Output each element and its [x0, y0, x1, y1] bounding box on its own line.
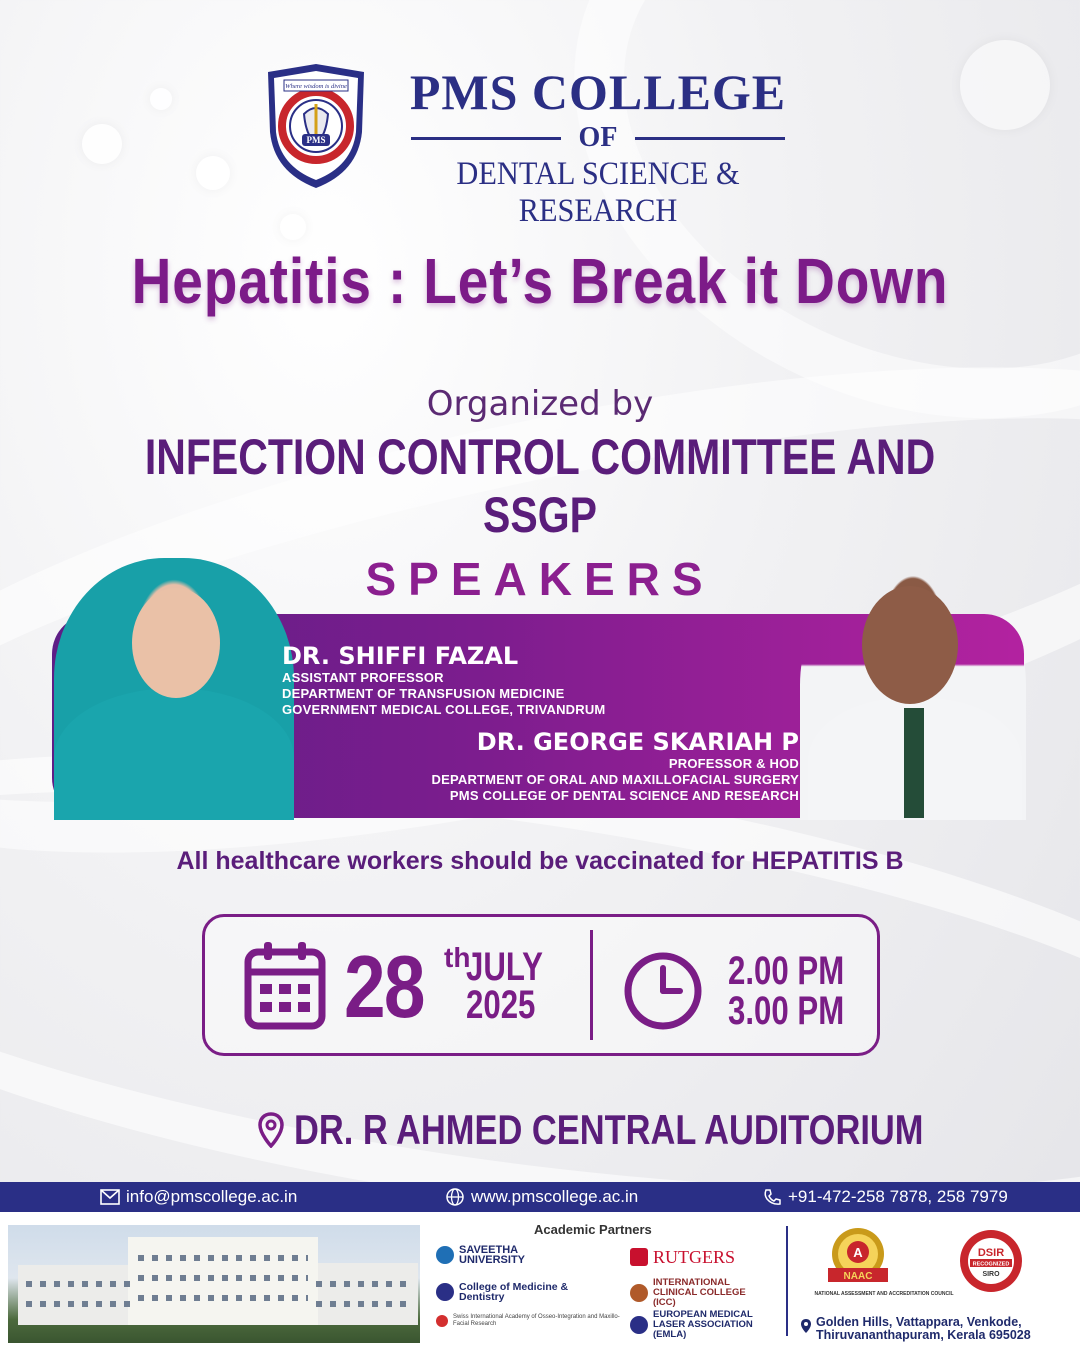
divider-rule — [635, 137, 785, 140]
phone-numbers[interactable]: +91-472-258 7878, 258 7979 — [788, 1187, 1008, 1206]
partner-saveetha: SAVEETHA UNIVERSITY — [436, 1245, 539, 1265]
dsir-siro: SIRO — [982, 1271, 1000, 1278]
swiss-academy-logo-icon — [436, 1315, 448, 1327]
rutgers-logo-icon — [630, 1248, 648, 1266]
academic-partners-title: Academic Partners — [534, 1222, 652, 1237]
event-end-time: 3.00 PM — [728, 989, 845, 1033]
college-logo — [262, 62, 370, 192]
partner-swiss-academy: Swiss International Academy of Osseo-Integration and Maxillo-Facial Research — [436, 1314, 633, 1328]
event-month: JULY — [466, 945, 543, 989]
college-address — [800, 1316, 1031, 1342]
speaker-name: DR. GEORGE SKARIAH P — [476, 728, 799, 756]
phone-contact[interactable] — [762, 1187, 1008, 1207]
campus-building-photo — [8, 1225, 420, 1343]
globe-icon — [445, 1188, 465, 1206]
bg-bubble — [280, 214, 306, 240]
contact-bar — [0, 1182, 1080, 1212]
college-name-line3: DENTAL SCIENCE & RESEARCH — [456, 156, 740, 229]
college-medicine-logo-icon — [436, 1283, 454, 1301]
speaker-name: DR. SHIFFI FAZAL — [282, 642, 519, 670]
email-contact[interactable] — [100, 1187, 297, 1207]
event-title: Hepatitis : Let’s Break it Down — [131, 245, 949, 317]
event-year: 2025 — [466, 983, 536, 1027]
partner-rutgers: RUTGERS — [630, 1248, 735, 1266]
dsir-badge — [958, 1228, 1024, 1294]
bg-bubble — [960, 40, 1050, 130]
speaker-designation: PROFESSOR & HOD — [668, 756, 799, 771]
logo-abbr: PMS — [306, 135, 326, 145]
saveetha-logo-icon — [436, 1246, 454, 1264]
naac-caption: NATIONAL ASSESSMENT AND ACCREDITATION COUNCIL — [814, 1291, 954, 1297]
footer-divider — [786, 1226, 788, 1336]
speaker-institution: GOVERNMENT MEDICAL COLLEGE, TRIVANDRUM — [282, 702, 606, 717]
address-line1: Golden Hills, Vattappara, Venkode, — [816, 1315, 1022, 1329]
clock-icon — [622, 950, 704, 1032]
website-contact[interactable] — [445, 1187, 638, 1207]
partner-college-medicine: College of Medicine & Dentistry — [436, 1282, 589, 1302]
location-pin-icon — [800, 1318, 812, 1334]
dsir-sub: RECOGNIZED — [972, 1261, 1010, 1268]
divider-rule — [411, 137, 561, 140]
address-line2: Thiruvananthapuram, Kerala 695028 — [816, 1328, 1031, 1342]
speaker-designation: ASSISTANT PROFESSOR — [282, 670, 444, 685]
college-name-line2: OF — [578, 122, 618, 153]
website-url[interactable]: www.pmscollege.ac.in — [471, 1187, 639, 1206]
icc-logo-icon — [630, 1284, 648, 1302]
speaker-institution: PMS COLLEGE OF DENTAL SCIENCE AND RESEARCH — [449, 788, 799, 803]
bg-bubble — [150, 88, 172, 110]
college-name — [378, 66, 818, 230]
event-day: 28 — [344, 937, 424, 1036]
schedule-divider — [590, 930, 593, 1040]
naac-label: NAAC — [843, 1271, 873, 1282]
organized-by-label: Organized by — [426, 384, 654, 424]
speaker-2 — [431, 728, 799, 804]
mail-icon — [100, 1188, 120, 1206]
event-day-suffix: th — [444, 942, 471, 973]
college-name-line1: PMS COLLEGE — [409, 64, 787, 120]
logo-motto: Where wisdom is divine — [285, 83, 347, 90]
phone-icon — [762, 1188, 782, 1206]
organizer-name: INFECTION CONTROL COMMITTEE AND SSGP — [144, 429, 936, 543]
venue — [258, 1106, 1062, 1154]
partner-emla: EUROPEAN MEDICAL LASER ASSOCIATION (EMLA) — [630, 1310, 783, 1340]
dsir-label: DSIR — [977, 1247, 1005, 1259]
speaker-department: DEPARTMENT OF TRANSFUSION MEDICINE — [282, 686, 565, 701]
partner-icc: INTERNATIONAL CLINICAL COLLEGE (ICC) — [630, 1278, 763, 1308]
naac-grade: A — [853, 1245, 863, 1260]
event-start-time: 2.00 PM — [728, 949, 845, 993]
bg-bubble — [196, 156, 230, 190]
calendar-icon — [244, 940, 326, 1030]
venue-name: DR. R AHMED CENTRAL AUDITORIUM — [294, 1106, 924, 1153]
naac-badge — [818, 1226, 898, 1288]
speaker-department: DEPARTMENT OF ORAL AND MAXILLOFACIAL SURGERY — [431, 772, 799, 787]
speakers-heading: SPEAKERS — [365, 553, 715, 605]
bg-bubble — [82, 124, 122, 164]
email-address[interactable]: info@pmscollege.ac.in — [126, 1187, 298, 1206]
speaker-1 — [282, 642, 605, 718]
location-pin-icon — [258, 1112, 284, 1148]
speaker-photo-george-skariah — [800, 560, 1026, 820]
emla-logo-icon — [630, 1316, 648, 1334]
speaker-photo-shiffi-fazal — [54, 558, 294, 820]
vaccination-notice: All healthcare workers should be vaccinated for HEPATITIS B — [176, 847, 904, 875]
